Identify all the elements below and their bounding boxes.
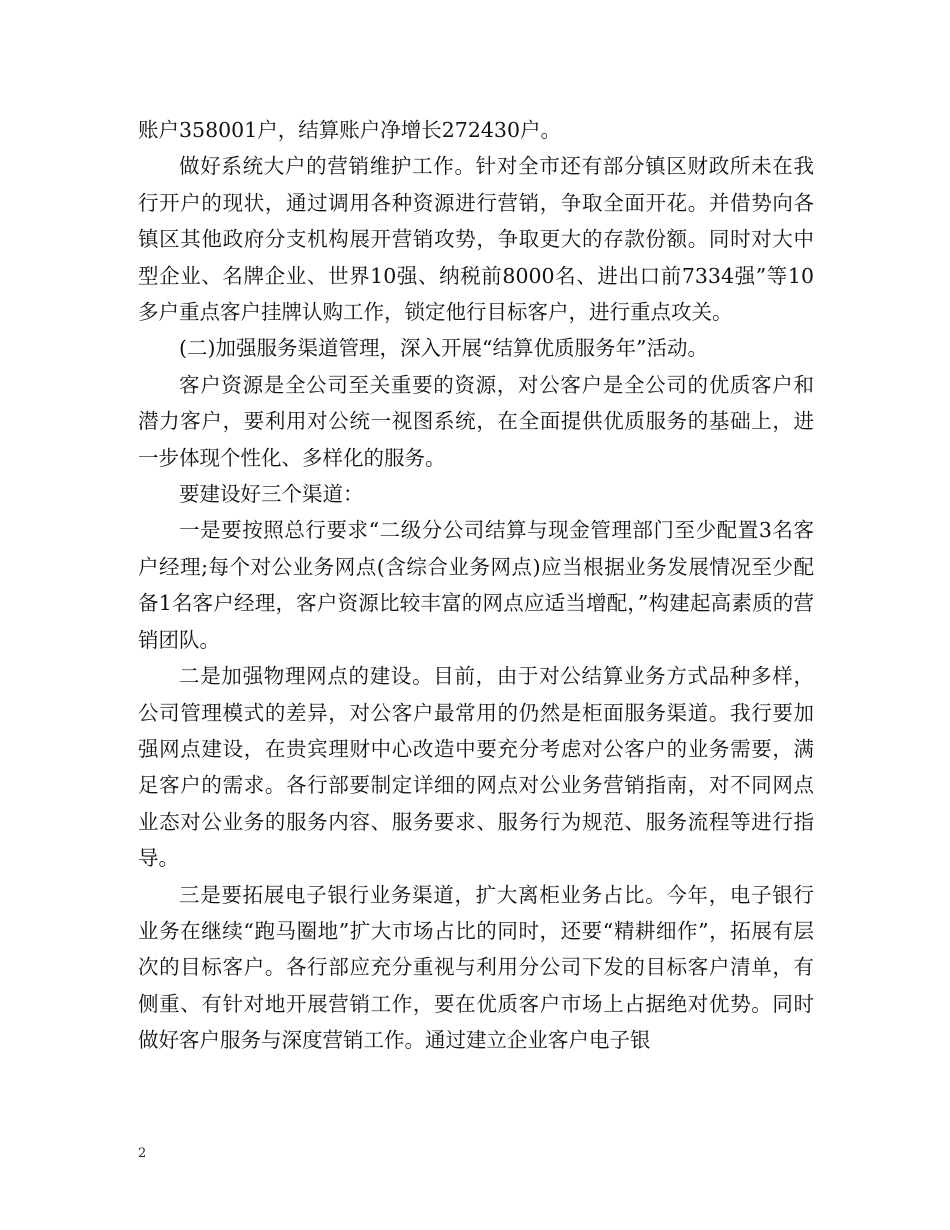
page-number: 2: [138, 1146, 147, 1161]
paragraph-1: 账户358001户，结算账户净增长272430户。: [138, 118, 562, 142]
paragraph-3: 客户资源是全公司至关重要的资源，对公客户是全公司的优质客户和潜力客户，要利用对公统一视图系统，在全面提供优质服务的基础上，进一步体现个性化、多样化的服务。: [138, 372, 814, 470]
paragraph-4: 要建设好三个渠道：: [179, 482, 364, 507]
paragraph-7: 三是要拓展电子银行业务渠道，扩大离柜业务占比。今年，电子银行业务在继续“跑马圈地”扩大市场占比的同时，还要“精耕细作”，拓展有层次的目标客户。各行部应充分重视与利用分公司下发的目标客户清单，有侧重、有针对地开展营销工作，要在优质客户市场上占据绝对优势。同时做好客户服务与深度营销工作。通过建立企业客户电子银: [138, 882, 814, 1053]
paragraph-6: 二是加强物理网点的建设。目前，由于对公结算业务方式品种多样，公司管理模式的差异，对公客户最常用的仍然是柜面服务渠道。我行要加强网点建设，在贵宾理财中心改造中要充分考虑对公客户的业务需要，满足客户的需求。各行部要制定详细的网点对公业务营销指南，对不同网点业态对公业务的服务内容、服务要求、服务行为规范、服务流程等进行指导。: [138, 664, 814, 871]
section-heading: (二)加强服务渠道管理，深入开展“结算优质服务年”活动。: [179, 336, 708, 361]
paragraph-5: 一是要按照总行要求“二级分公司结算与现金管理部门至少配置3名客户经理;每个对公业务网点(含综合业务网点)应当根据业务发展情况至少配备1名客户经理，客户资源比较丰富的网点应适当增配，”构建起高素质的营销团队。: [138, 518, 814, 652]
body-text: [138, 112, 814, 1059]
paragraph-2: 做好系统大户的营销维护工作。针对全市还有部分镇区财政所未在我行开户的现状，通过调用各种资源进行营销，争取全面开花。并借势向各镇区其他政府分支机构展开营销攻势，争取更大的存款份额。同时对大中型企业、名牌企业、世界10强、纳税前8000名、进出口前7334强”等10多户重点客户挂牌认购工作，锁定他行目标客户，进行重点攻关。: [138, 154, 814, 325]
